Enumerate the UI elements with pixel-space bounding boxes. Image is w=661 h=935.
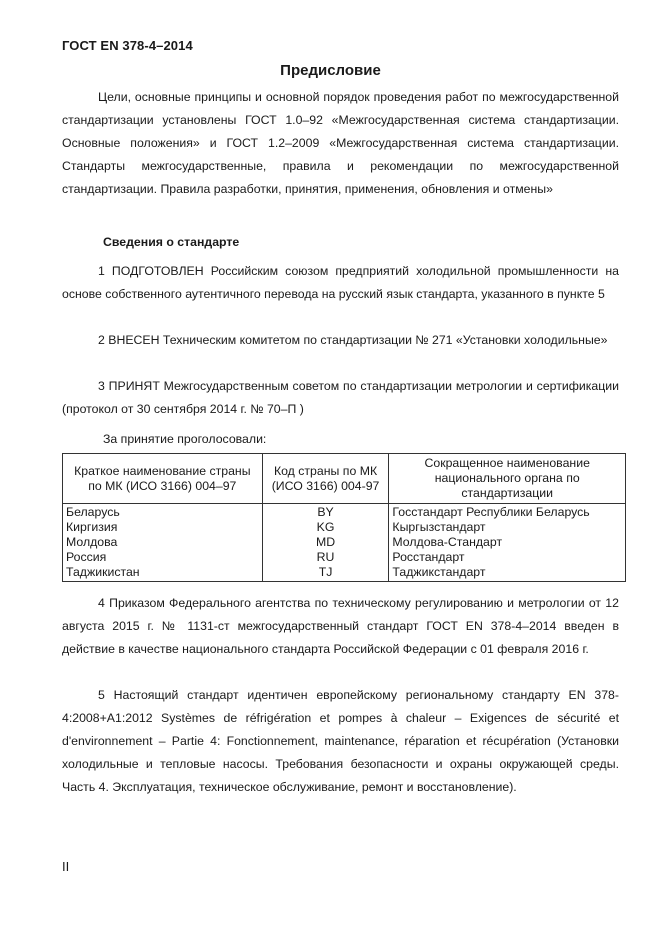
table-header-row (63, 454, 626, 504)
document-code-header: ГОСТ EN 378-4–2014 (62, 38, 193, 53)
item-2-paragraph: 2 ВНЕСЕН Техническим комитетом по стандартизации № 271 «Установки холодильные» (98, 333, 608, 347)
table-row (63, 520, 626, 535)
cell-body: Таджикстандарт (389, 565, 626, 582)
table-row (63, 550, 626, 565)
cell-code: BY (262, 504, 389, 521)
header-country-code: Код страны по МК (ИСО 3166) 004-97 (262, 454, 389, 504)
table-row (63, 565, 626, 582)
cell-body: Молдова-Стандарт (389, 535, 626, 550)
voting-table (62, 453, 626, 582)
cell-country: Молдова (63, 535, 263, 550)
cell-body: Росстандарт (389, 550, 626, 565)
cell-country: Таджикистан (63, 565, 263, 582)
intro-paragraph: Цели, основные принципы и основной порядок проведения работ по межгосударственной стандартизации установлены ГОСТ 1.0–92 «Межгосударственная система стандартизации. Основные положения» и ГОСТ 1.2–2009 «Межгосударственная система стандартизации. Стандарты межгосударственные, правила и рекомендации по межгосударственной стандартизации. Правила разработки, принятия, применения, обновления и отмены» (62, 90, 619, 196)
cell-code: MD (262, 535, 389, 550)
cell-body: Госстандарт Республики Беларусь (389, 504, 626, 521)
cell-country: Беларусь (63, 504, 263, 521)
voting-caption: За принятие проголосовали: (103, 432, 267, 446)
item-5-paragraph: 5 Настоящий стандарт идентичен европейскому региональному стандарту EN 378-4:2008+A1:2012 Systèmes de réfrigération et pompes à chaleur – Exigences de sécurité et d'environnement – Partie 4: Fonctionnement, maintenance, réparation et récupération (Установки холодильные и тепловые насосы. Требования безопасности и охраны окружающей среды. Часть 4. Эксплуатация, техническое обслуживание, ремонт и восстановление). (62, 688, 619, 794)
header-national-body: Сокращенное наименование национального органа по стандартизации (389, 454, 626, 504)
cell-code: TJ (262, 565, 389, 582)
item-4-paragraph: 4 Приказом Федерального агентства по техническому регулированию и метрологии от 12 августа 2015 г. № 1131-ст межгосударственный стандарт ГОСТ EN 378-4–2014 введен в действие в качестве национального стандарта Российской Федерации с 01 февраля 2016 г. (62, 596, 619, 656)
header-country-name: Краткое наименование страны по МК (ИСО 3166) 004–97 (63, 454, 263, 504)
cell-country: Киргизия (63, 520, 263, 535)
cell-code: KG (262, 520, 389, 535)
section-title: Сведения о стандарте (103, 235, 240, 249)
cell-country: Россия (63, 550, 263, 565)
page-title: Предисловие (280, 62, 381, 79)
item-1-paragraph: 1 ПОДГОТОВЛЕН Российским союзом предприятий холодильной промышленности на основе собственного аутентичного перевода на русский язык стандарта, указанного в пункте 5 (62, 264, 619, 301)
page-number: II (62, 859, 70, 874)
table-row (63, 535, 626, 550)
cell-code: RU (262, 550, 389, 565)
item-3-paragraph: 3 ПРИНЯТ Межгосударственным советом по стандартизации метрологии и сертификации (протокол от 30 сентября 2014 г. № 70–П ) (62, 379, 619, 416)
table-row (63, 504, 626, 521)
cell-body: Кыргызстандарт (389, 520, 626, 535)
